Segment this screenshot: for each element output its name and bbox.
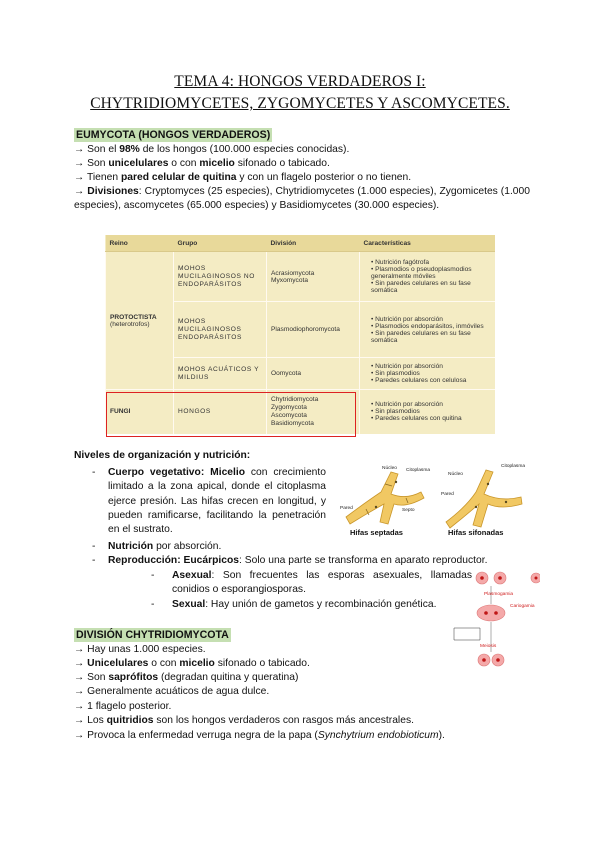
ciclo-label: Meiosis xyxy=(480,644,497,649)
list-dash: - xyxy=(151,570,155,581)
eumycota-bullet-2: → Son unicelulares o con micelio sifonado o tabicado. xyxy=(74,158,330,169)
list-dash: - xyxy=(92,467,96,478)
division-cell: Chytridiomycota Zygomycota Ascomycota Basidiomycota xyxy=(267,390,360,434)
chytrid-bullet-6: → Los quitridios son los hongos verdaderos con rasgos más ancestrales. xyxy=(74,715,414,726)
table-header: Características xyxy=(360,235,496,252)
title-line-2: CHYTRIDIOMYCETES, ZYGOMYCETES Y ASCOMYCETES. xyxy=(90,95,510,112)
eumycota-bullet-3: → Tienen pared celular de quitina y con un flagelo posterior o no tienen. xyxy=(74,172,412,183)
chytrid-bullet-5: → 1 flagelo posterior. xyxy=(74,701,172,712)
list-dash: - xyxy=(151,599,155,610)
hifa-label: Septo xyxy=(402,508,415,513)
asexual-paragraph: Asexual: Son frecuentes las esporas asexuales, llamadas conidios o esporangiosporas. xyxy=(172,570,472,596)
caracteristicas-cell: • Nutrición por absorción • Plasmodios endoparásitos, inmóviles • Sin paredes celulares en su fase somática xyxy=(360,302,496,358)
chytrid-bullet-2: → Unicelulares o con micelio sifonado o tabicado. xyxy=(74,658,310,669)
niveles-heading: Niveles de organización y nutrición: xyxy=(74,450,251,461)
hifas-figure xyxy=(336,462,536,540)
sexual-line: Sexual: Hay unión de gametos y recombinación genética. xyxy=(172,599,437,610)
chytrid-bullet-7: → Provoca la enfermedad verruga negra de la papa (Synchytrium endobioticum). xyxy=(74,730,445,741)
chytrid-bullet-3: → Son saprófitos (degradan quitina y queratina) xyxy=(74,672,299,683)
reino-fungi-cell: FUNGI xyxy=(106,390,174,434)
caption-hifas-sifonadas: Hifas sifonadas xyxy=(448,528,504,537)
reino-protoctista-cell: PROTOCTISTA (heterotrofos) xyxy=(106,252,174,390)
hifa-label: Núcleo xyxy=(382,466,397,471)
hifa-label: Pared xyxy=(441,492,454,497)
ciclo-label: Cariogamia xyxy=(510,604,535,609)
grupo-cell: HONGOS xyxy=(174,390,267,434)
reproduccion-line: Reproducción: Eucárpicos: Solo una parte se transforma en aparato reproductor. xyxy=(108,555,488,566)
table-header: Grupo xyxy=(174,235,267,252)
eumycota-bullet-4: → Divisiones: Cryptomyces (25 especies), Chytridiomycetes (1.000 especies), Zygomicetes (1.000 especies), ascomycetes (65.000 especies) y Basidiomycetes (30.000 especies). xyxy=(74,186,530,212)
ciclo-label: Plasmogamia xyxy=(484,592,514,597)
caracteristicas-cell: • Nutrición por absorción • Sin plasmodios • Paredes celulares con celulosa xyxy=(360,358,496,390)
section-heading-chytridiomycota: DIVISIÓN CHYTRIDIOMYCOTA xyxy=(76,629,229,641)
table-header-row xyxy=(106,235,496,252)
grupo-cell: MOHOS ACUÁTICOS Y MILDIUS xyxy=(174,358,267,390)
fungi-highlight-box xyxy=(106,392,356,437)
division-cell: Acrasiomycota Myxomycota xyxy=(267,252,360,302)
chytrid-bullet-4: → Generalmente acuáticos de agua dulce. xyxy=(74,686,270,697)
nutricion-line: Nutrición por absorción. xyxy=(108,541,222,552)
cuerpo-vegetativo-paragraph: Cuerpo vegetativo: Micelio con crecimiento limitado a la zona apical, donde el citoplasma ejerce presión. Las hifas crecen en longitud, y pueden ramificarse, facilitando la penetración en el sustrato. xyxy=(108,467,326,536)
caracteristicas-cell: • Nutrición fagótrofa • Plasmodios o pseudoplasmodios generalmente móviles • Sin paredes celulares en su fase somática xyxy=(360,252,496,302)
hifa-label: Citoplasma xyxy=(406,468,430,473)
division-cell: Plasmodiophoromycota xyxy=(267,302,360,358)
division-cell: Oomycota xyxy=(267,358,360,390)
caption-hifas-septadas: Hifas septadas xyxy=(350,528,403,537)
list-dash: - xyxy=(92,555,96,566)
table-header: Reino xyxy=(106,235,174,252)
hifa-label: Citoplasma xyxy=(501,464,525,469)
table-row xyxy=(106,252,496,302)
hifa-label: Núcleo xyxy=(448,472,463,477)
caracteristicas-cell: • Nutrición por absorción • Sin plasmodios • Paredes celulares con quitina xyxy=(360,390,496,434)
eumycota-bullet-1: → Son el 98% de los hongos (100.000 especies conocidas). xyxy=(74,144,350,155)
hifa-label: Pared xyxy=(340,506,353,511)
grupo-cell: MOHOS MUCILAGINOSOS ENDOPARÁSITOS xyxy=(174,302,267,358)
list-dash: - xyxy=(92,541,96,552)
ciclo-figure xyxy=(440,568,540,678)
title-line-1: TEMA 4: HONGOS VERDADEROS I: xyxy=(174,73,426,90)
table-header: División xyxy=(267,235,360,252)
section-heading-eumycota: EUMYCOTA (HONGOS VERDADEROS) xyxy=(76,129,271,141)
life-cycle-illustration xyxy=(440,568,540,678)
chytrid-bullet-1: → Hay unas 1.000 especies. xyxy=(74,644,206,655)
grupo-cell: MOHOS MUCILAGINOSOS NO ENDOPARÁSITOS xyxy=(174,252,267,302)
